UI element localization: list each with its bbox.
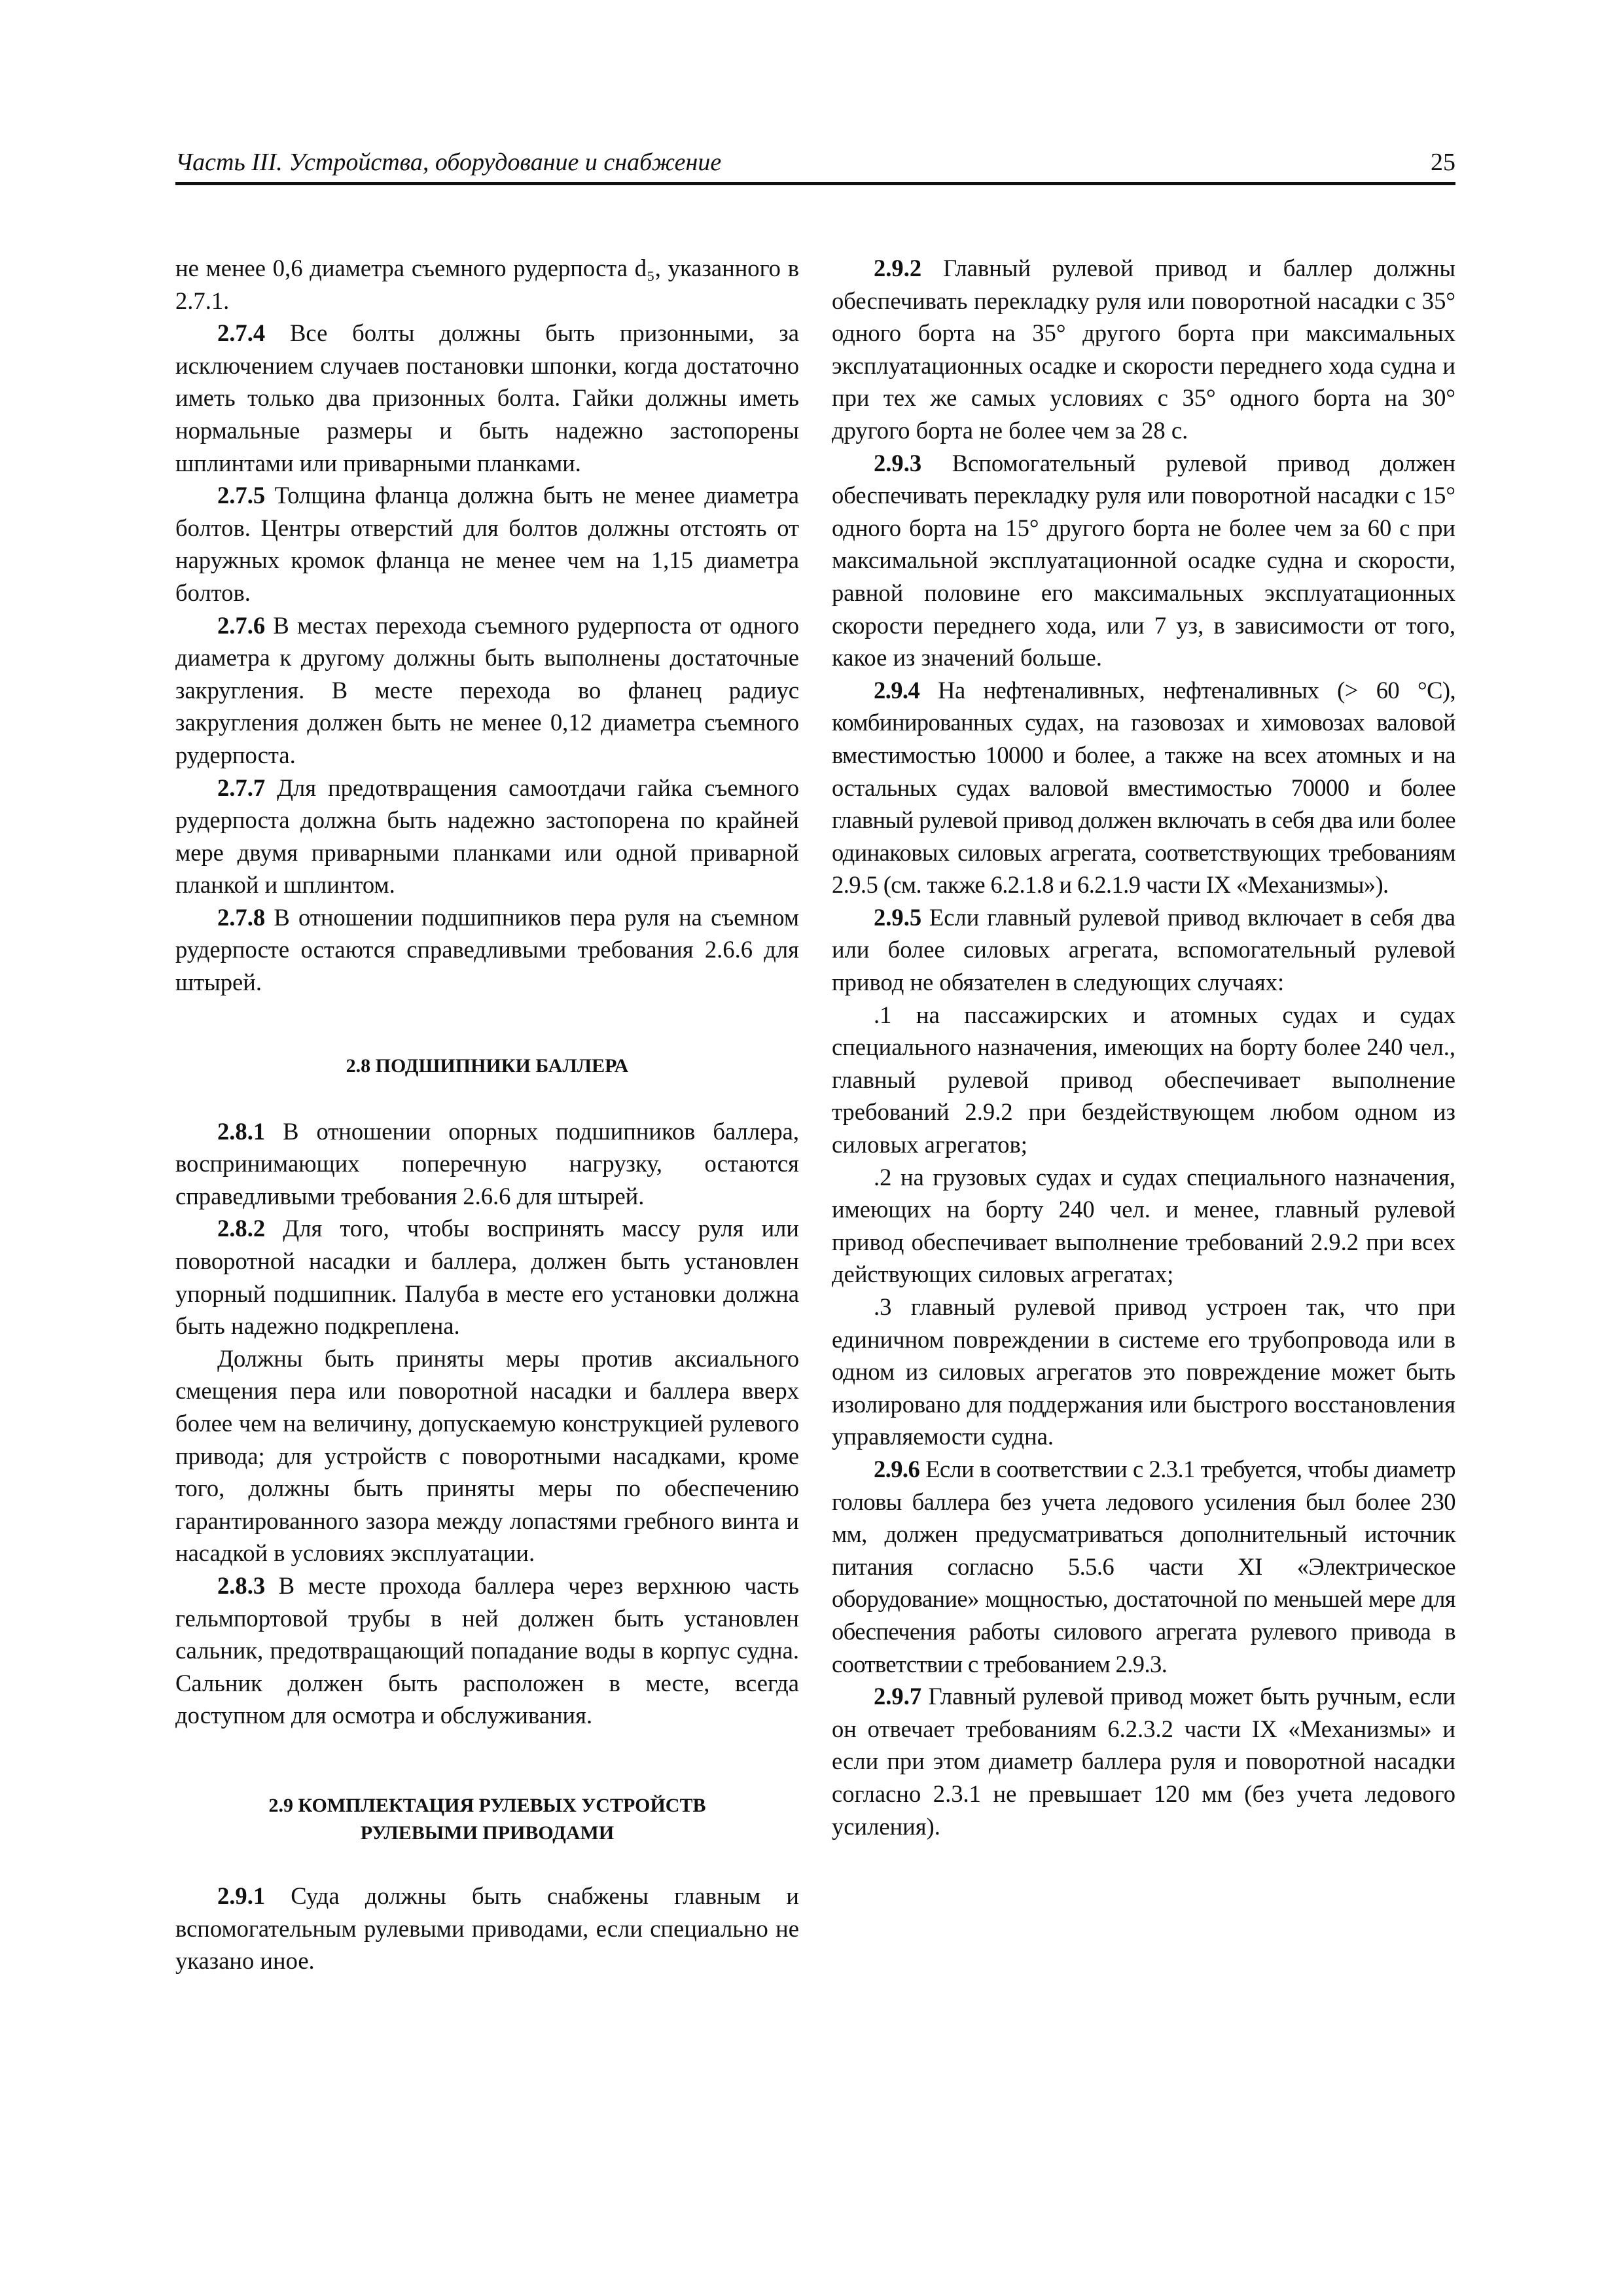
right-column: [832, 252, 1455, 1842]
clause-text: В месте прохода баллера через верхнюю часть гельмпортовой трубы в ней должен быть установлен сальник, предотвращающий попадание воды в корпус судна. Сальник должен быть расположен в месте, всегда доступном для осмотра и обслуживания.: [175, 1571, 799, 1729]
clause-number: 2.9.3: [874, 449, 922, 476]
clause-number: 2.9.2: [874, 255, 922, 281]
paragraph-2-9-1: [175, 1880, 799, 1977]
clause-text: Главный рулевой привод может быть ручным, если он отвечает требованиям 6.2.3.2 части IX «Механизмы» и если при этом диаметр баллера руля и поворотной насадки согласно 2.3.1 не превышает 120 мм (без учета ледового усиления).: [832, 1683, 1455, 1840]
clause-number: 2.8.2: [217, 1215, 266, 1242]
paragraph-2-9-7: [832, 1680, 1455, 1842]
clause-number: 2.9.6: [874, 1455, 920, 1482]
clause-number: 2.7.6: [217, 611, 266, 639]
paragraph-2-7-8: [175, 901, 799, 999]
section-heading-2-9: [175, 1792, 799, 1847]
clause-text: Для предотвращения самоотдачи гайка съемного рудерпоста должна быть надежно застопорена по крайней мере двумя приварными планками или одной приварной планкой и шплинтом.: [175, 774, 799, 899]
clause-text: Толщина фланца должна быть не менее диаметра болтов. Центры отверстий для болтов должны отстоять от наружных кромок фланца не менее чем на 1,15 диаметра болтов.: [175, 482, 799, 606]
heading-line: РУЛЕВЫМИ ПРИВОДАМИ: [360, 1821, 615, 1844]
clause-number: 2.9.4: [874, 676, 920, 704]
clause-text: Главный рулевой привод и баллер должны обеспечивать перекладку руля или поворотной насадки с 35° одного борта на 35° другого борта при максимальных эксплуатационных осадке и скорости переднего хода судна и при тех же самых условиях с 35° одного борта на 30° другого борта не более чем за 28 с.: [832, 255, 1455, 444]
clause-text: Все болты должны быть призонными, за исключением случаев постановки шпонки, когда достаточно иметь только два призонных болта. Гайки должны иметь нормальные размеры и быть надежно застопорены шплинтами или приварными планками.: [175, 319, 799, 476]
clause-number: 2.9.5: [874, 903, 922, 931]
clause-text: Для того, чтобы воспринять массу руля или поворотной насадки и баллера, должен быть установлен упорный подшипник. Палуба в месте его установки должна быть надежно подкреплена.: [175, 1215, 799, 1340]
paragraph-2-8-2-continued: Должны быть приняты меры против аксиального смещения пера или поворотной насадки и баллера вверх более чем на величину, допускаемую конструкцией рулевого привода; для устройств с поворотными насадками, кроме того, должны быть приняты меры по обеспечению гарантированного зазора между лопастями гребного винта и насадкой в условиях эксплуатации.: [175, 1344, 799, 1567]
list-item-1: .1 на пассажирских и атомных судах и судах специального назначения, имеющих на борту более 240 чел., главный рулевой привод обеспечивает выполнение требований 2.9.2 при бездействующем любом одном из силовых агрегатов;: [832, 1001, 1455, 1158]
list-item-2: .2 на грузовых судах и судах специального назначения, имеющих на борту 240 чел. и менее, главный рулевой привод обеспечивает выполнение требований 2.9.2 при всех действующих силовых агрегатах;: [832, 1163, 1455, 1288]
paragraph-2-7-7: [175, 772, 799, 901]
clause-number: 2.7.7: [217, 774, 266, 801]
paragraph-2-8-1: [175, 1115, 799, 1213]
paragraph-2-9-6: [832, 1453, 1455, 1680]
page-header: [175, 145, 1455, 185]
clause-text: На нефтеналивных, нефтеналивных (> 60 °С), комбинированных судах, на газовозах и химовозах валовой вместимостью 10000 и более, а также на всех атомных и на остальных судах валовой вместимостью 70000 и более главный рулевой привод должен включать в себя два или более одинаковых силовых агрегата, соответствующих требованиям 2.9.5 (см. также 6.2.1.8 и 6.2.1.9 части IX «Механизмы»).: [832, 676, 1455, 899]
list-item-3: .3 главный рулевой привод устроен так, что при единичном повреждении в системе его трубопровода или в одном из силовых агрегатов это повреждение может быть изолировано для поддержания или быстрого восстановления управляемости судна.: [832, 1293, 1455, 1450]
clause-number: 2.7.8: [217, 903, 266, 931]
clause-number: 2.7.4: [217, 319, 266, 347]
paragraph-2-7-6: [175, 609, 799, 772]
paragraph-2-9-3: [832, 447, 1455, 674]
clause-text: Суда должны быть снабжены главным и вспомогательным рулевыми приводами, если специально не указано иное.: [175, 1882, 799, 1975]
clause-text: В отношении подшипников пера руля на съемном рудерпосте остаются справедливыми требования 2.6.6 для штырей.: [175, 903, 799, 996]
left-column: [175, 252, 799, 1977]
clause-text: В местах перехода съемного рудерпоста от одного диаметра к другому должны быть выполнены достаточные закругления. В месте перехода во фланец радиус закругления должен быть не менее 0,12 диаметра съемного рудерпоста.: [175, 611, 799, 768]
heading-line: 2.9 КОМПЛЕКТАЦИЯ РУЛЕВЫХ УСТРОЙСТВ: [268, 1794, 706, 1816]
clause-number: 2.9.1: [217, 1882, 266, 1909]
paragraph-2-9-5: [832, 901, 1455, 999]
clause-number: 2.8.1: [217, 1117, 266, 1145]
section-heading-2-8: 2.8 ПОДШИПНИКИ БАЛЛЕРА: [346, 1054, 629, 1077]
paragraph-2-7-5: [175, 479, 799, 609]
paragraph-continuation: не менее 0,6 диаметра съемного рудерпоста d₅, указанного в 2.7.1.: [175, 255, 799, 314]
paragraph-2-8-3: [175, 1570, 799, 1732]
paragraph-2-9-4: [832, 674, 1455, 901]
clause-number: 2.7.5: [217, 482, 266, 509]
clause-text: В отношении опорных подшипников баллера, воспринимающих поперечную нагрузку, остаются справедливыми требования 2.6.6 для штырей.: [175, 1117, 799, 1210]
paragraph-2-9-2: [832, 252, 1455, 447]
clause-text: Вспомогательный рулевой привод должен обеспечивать перекладку руля или поворотной насадки с 15° одного борта на 15° другого борта не более чем за 60 с при максимальной эксплуатационной осадке судна и скорости, равной половине его максимальных эксплуатационных скорости переднего хода, или 7 уз, в зависимости от того, какое из значений больше.: [832, 449, 1455, 672]
page-number: 25: [1431, 149, 1455, 176]
paragraph-2-7-4: [175, 317, 799, 479]
running-title: Часть III. Устройства, оборудование и снабжение: [175, 149, 722, 176]
clause-number: 2.9.7: [874, 1683, 922, 1710]
clause-number: 2.8.3: [217, 1571, 266, 1599]
paragraph-2-8-2: [175, 1212, 799, 1342]
clause-text: Если главный рулевой привод включает в себя два или более силовых агрегата, вспомогательный рулевой привод не обязателен в следующих случаях:: [832, 903, 1455, 996]
clause-text: Если в соответствии с 2.3.1 требуется, чтобы диаметр головы баллера без учета ледового усиления был более 230 мм, должен предусматриваться дополнительный источник питания согласно 5.5.6 части XI «Электрическое оборудование» мощностью, достаточной по меньшей мере для обеспечения работы силового агрегата рулевого привода в соответствии с требованием 2.9.3.: [832, 1455, 1455, 1677]
